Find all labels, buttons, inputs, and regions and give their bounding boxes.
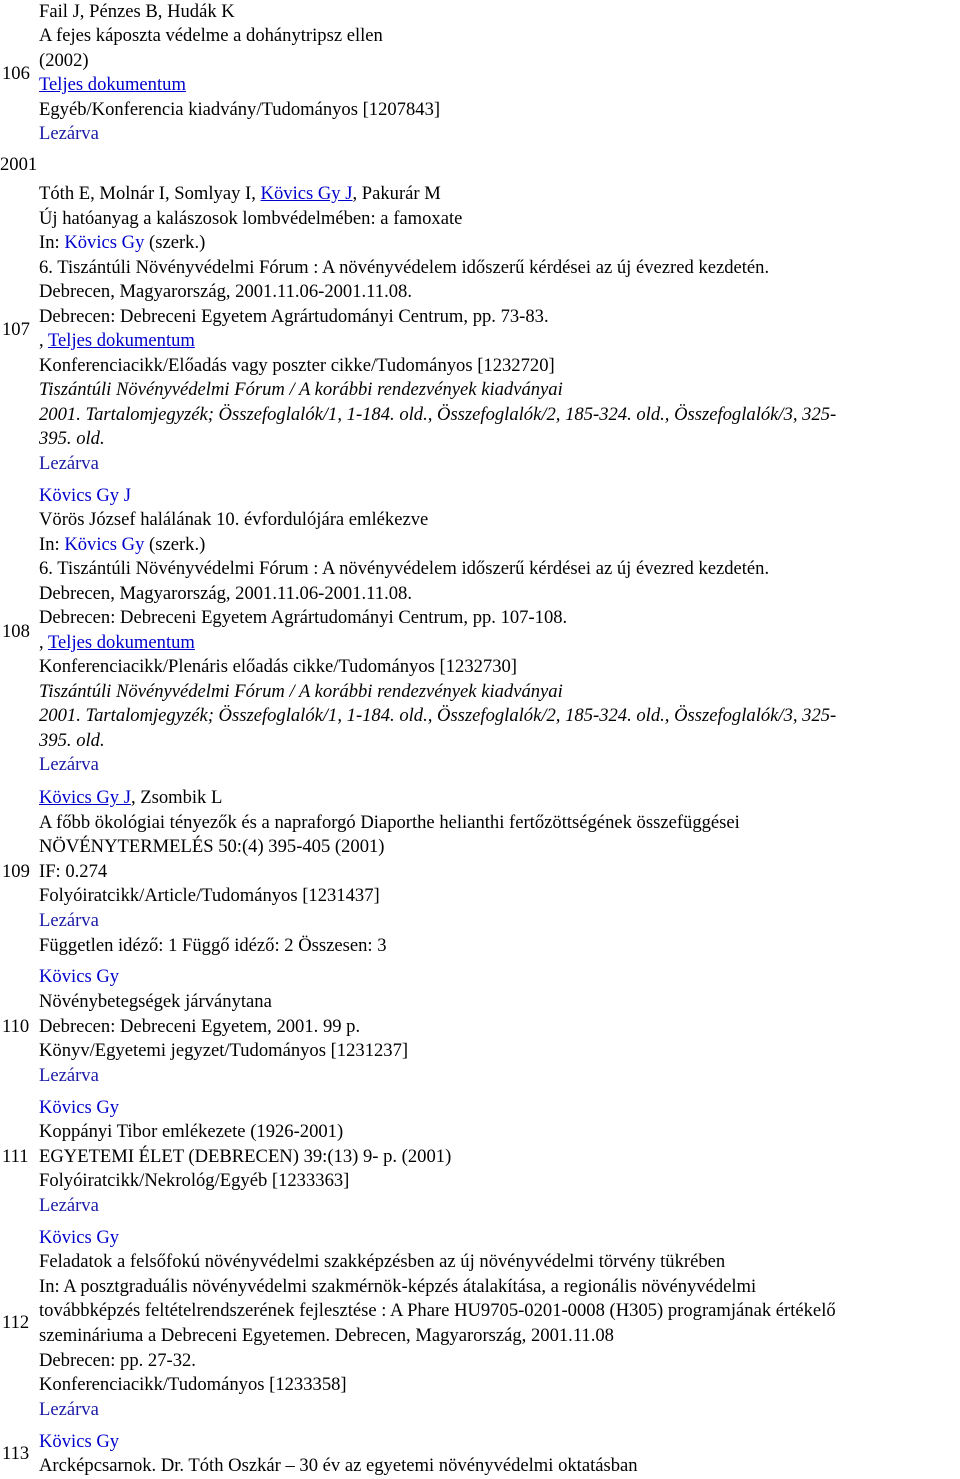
- full-document-link[interactable]: Teljes dokumentum: [47, 632, 195, 653]
- full-document-link[interactable]: Teljes dokumentum: [47, 330, 195, 351]
- entry-number: 106: [2, 63, 30, 84]
- entry-authors: Fail J, Pénzes B, Hudák K: [39, 1, 235, 22]
- entry-source-cont: szemináriuma a Debreceni Egyetemen. Debrecen, Magyarország, 2001.11.08: [39, 1325, 614, 1346]
- year-heading: 2001: [0, 154, 38, 175]
- entry-number: 113: [2, 1443, 30, 1464]
- status-label: Lezárva: [39, 1065, 99, 1086]
- entry-place: Debrecen, Magyarország, 2001.11.06-2001.11.08.: [39, 281, 412, 302]
- entry-source-cont: továbbképzés feltételrendszerének fejlesztése : A Phare HU9705-0201-0008 (H305) programjának értékelő: [39, 1300, 836, 1321]
- entry-number: 109: [2, 861, 30, 882]
- status-label: Lezárva: [39, 754, 99, 775]
- author-link[interactable]: Kövics Gy: [39, 966, 120, 987]
- entry-title: Feladatok a felsőfokú növényvédelmi szakképzésben az új növényvédelmi törvény tükrében: [39, 1251, 726, 1272]
- author-link[interactable]: Kövics Gy J: [39, 485, 131, 506]
- entry-type: Konferenciacikk/Előadás vagy poszter cikke/Tudományos [1232720]: [39, 355, 555, 376]
- entry-number: 107: [2, 319, 30, 340]
- entry-title: Koppányi Tibor emlékezete (1926-2001): [39, 1121, 344, 1142]
- author-link[interactable]: Kövics Gy: [39, 1431, 120, 1452]
- status-label: Lezárva: [39, 453, 99, 474]
- entry-authors: Tóth E, Molnár I, Somlyay I, Kövics Gy J, Pakurár M: [39, 183, 441, 204]
- entry-publisher: Debrecen: Debreceni Egyetem, 2001. 99 p.: [39, 1016, 361, 1037]
- author-link[interactable]: Kövics Gy: [39, 1097, 120, 1118]
- entry-number: 108: [2, 621, 30, 642]
- entry-title: Vörös József halálának 10. évfordulójára emlékezve: [39, 509, 429, 530]
- entry-type: Konferenciacikk/Tudományos [1233358]: [39, 1374, 347, 1395]
- entry-conference: 6. Tiszántúli Növényvédelmi Fórum : A növényvédelem időszerű kérdései az új évezred kezdetén.: [39, 257, 770, 278]
- entry-number: 110: [2, 1016, 30, 1037]
- author-link[interactable]: Kövics Gy J: [260, 183, 353, 204]
- entry-number: 111: [2, 1146, 29, 1167]
- entry-title: Arcképcsarnok. Dr. Tóth Oszkár – 30 év az egyetemi növényvédelmi oktatásban: [39, 1455, 638, 1476]
- author-link[interactable]: Kövics Gy: [39, 1227, 120, 1248]
- entry-journal: EGYETEMI ÉLET (DEBRECEN) 39:(13) 9- p. (2001): [39, 1146, 452, 1167]
- author-link[interactable]: Kövics Gy J: [39, 787, 131, 808]
- entry-journal: NÖVÉNYTERMELÉS 50:(4) 395-405 (2001): [39, 836, 385, 857]
- entry-place: Debrecen, Magyarország, 2001.11.06-2001.11.08.: [39, 583, 412, 604]
- entry-citations: Független idéző: 1 Függő idéző: 2 Összesen: 3: [39, 935, 387, 956]
- entry-contents: 2001. Tartalomjegyzék; Összefoglalók/1, 1-184. old., Összefoglalók/2, 185-324. old., Összefoglalók/3, 325-: [39, 404, 837, 425]
- entry-year: (2002): [39, 50, 89, 71]
- entry-contents: 2001. Tartalomjegyzék; Összefoglalók/1, 1-184. old., Összefoglalók/2, 185-324. old., Összefoglalók/3, 325-: [39, 705, 837, 726]
- entry-editor: In: Kövics Gy (szerk.): [39, 232, 206, 253]
- entry-conference: 6. Tiszántúli Növényvédelmi Fórum : A növényvédelem időszerű kérdései az új évezred kezdetén.: [39, 558, 770, 579]
- entry-contents-cont: 395. old.: [39, 730, 105, 751]
- entry-source: In: A posztgraduális növényvédelmi szakmérnök-képzés átalakítása, a regionális növényvédelmi: [39, 1276, 757, 1297]
- entry-publisher: Debrecen: pp. 27-32.: [39, 1350, 196, 1371]
- entry-type: Folyóiratcikk/Nekrológ/Egyéb [1233363]: [39, 1170, 350, 1191]
- entry-type: Egyéb/Konferencia kiadvány/Tudományos [1207843]: [39, 99, 441, 120]
- entry-title: A fejes káposzta védelme a dohánytripsz ellen: [39, 25, 383, 46]
- entry-publisher: Debrecen: Debreceni Egyetem Agrártudományi Centrum, pp. 73-83.: [39, 306, 549, 327]
- editor-link[interactable]: Kövics Gy: [64, 232, 145, 253]
- entry-series: Tiszántúli Növényvédelmi Fórum / A korábbi rendezvények kiadványai: [39, 379, 563, 400]
- status-label: Lezárva: [39, 1399, 99, 1420]
- entry-contents-cont: 395. old.: [39, 428, 105, 449]
- entry-publisher: Debrecen: Debreceni Egyetem Agrártudományi Centrum, pp. 107-108.: [39, 607, 568, 628]
- entry-number: 112: [2, 1312, 30, 1333]
- entry-series: Tiszántúli Növényvédelmi Fórum / A korábbi rendezvények kiadványai: [39, 681, 563, 702]
- entry-type: Konferenciacikk/Plenáris előadás cikke/Tudományos [1232730]: [39, 656, 517, 677]
- entry-authors: Kövics Gy J, Zsombik L: [39, 787, 223, 808]
- entry-title: Növénybetegségek járványtana: [39, 991, 272, 1012]
- entry-type: Könyv/Egyetemi jegyzet/Tudományos [1231237]: [39, 1040, 409, 1061]
- entry-title: A főbb ökológiai tényezők és a napraforgó Diaporthe helianthi fertőzöttségének összefüggései: [39, 812, 740, 833]
- status-label: Lezárva: [39, 910, 99, 931]
- editor-link[interactable]: Kövics Gy: [64, 534, 145, 555]
- status-label: Lezárva: [39, 1195, 99, 1216]
- entry-editor: In: Kövics Gy (szerk.): [39, 534, 206, 555]
- status-label: Lezárva: [39, 123, 99, 144]
- entry-impact-factor: IF: 0.274: [39, 861, 108, 882]
- entry-type: Folyóiratcikk/Article/Tudományos [1231437]: [39, 885, 380, 906]
- full-document-link[interactable]: Teljes dokumentum: [39, 74, 186, 95]
- entry-title: Új hatóanyag a kalászosok lombvédelmében: a famoxate: [39, 208, 463, 229]
